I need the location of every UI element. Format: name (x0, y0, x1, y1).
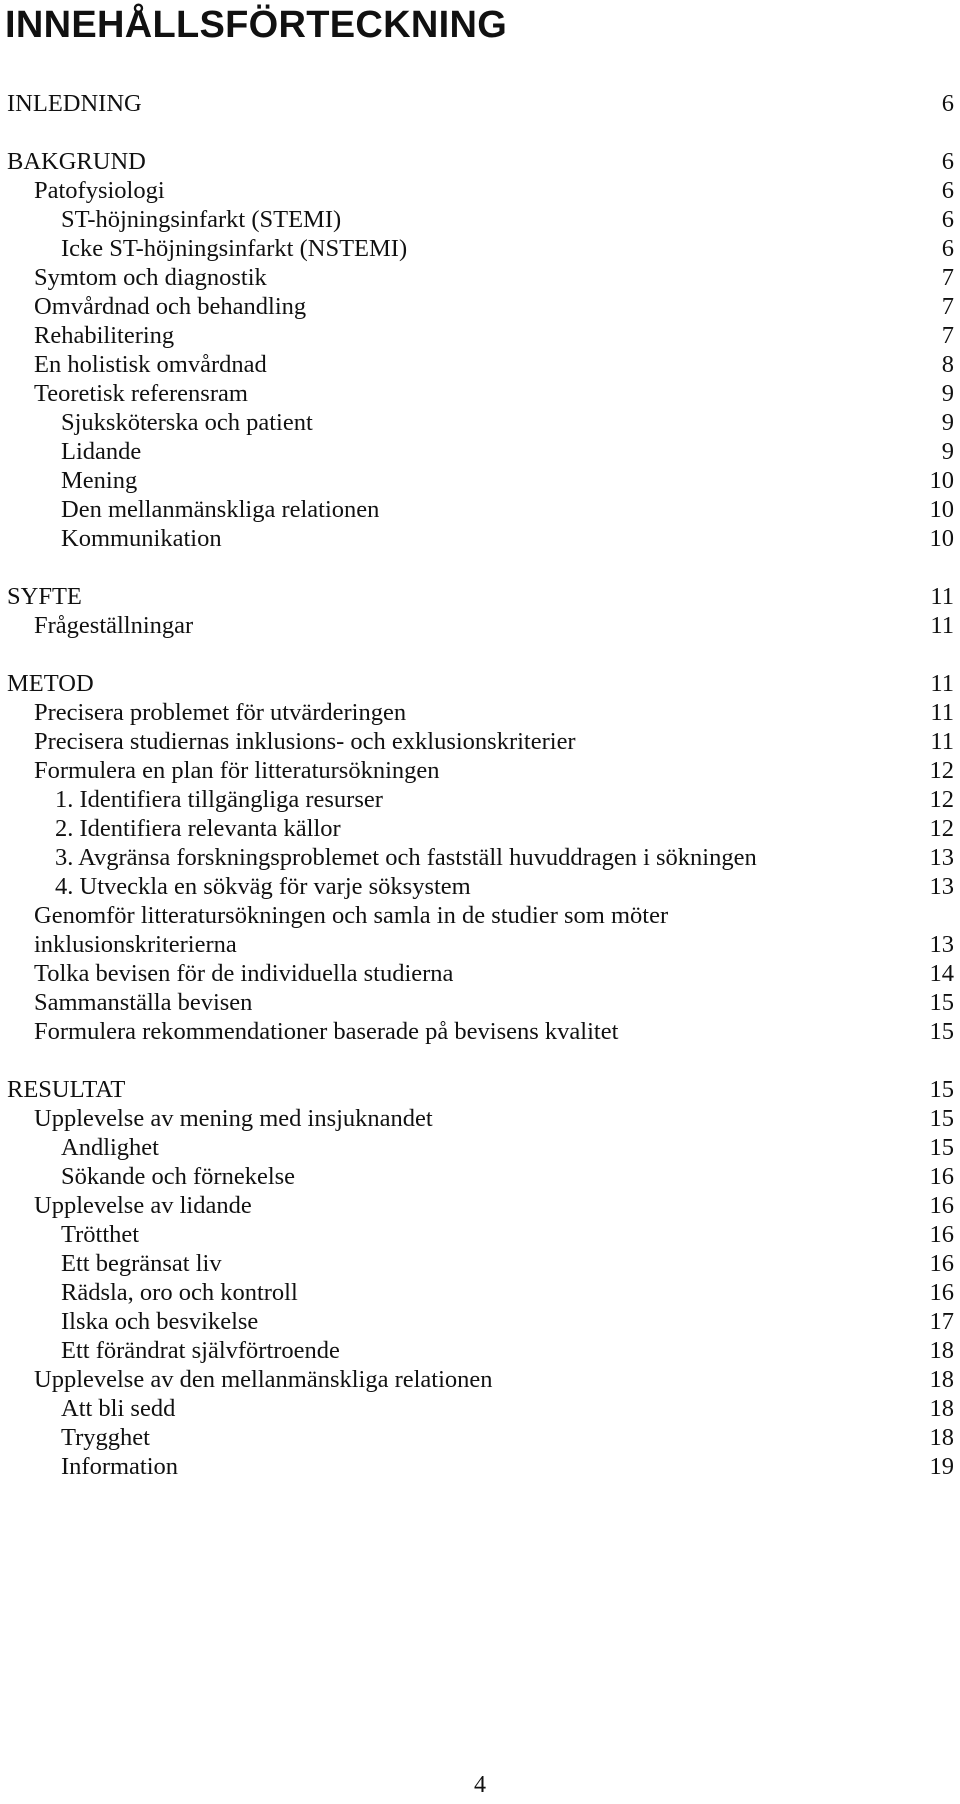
toc-entry-label: 4. Utveckla en sökväg för varje söksystem (55, 873, 471, 900)
page-title: INNEHÅLLSFÖRTECKNING (5, 4, 508, 46)
toc-entry-label: INLEDNING (7, 90, 142, 117)
toc-entry-page: 18 (929, 1395, 954, 1422)
toc-entry-page: 7 (941, 293, 954, 320)
toc-entry-page: 13 (929, 931, 954, 958)
toc-entry-page: 11 (930, 728, 954, 755)
toc-entry-page: 10 (929, 525, 954, 552)
toc-entry-label: 3. Avgränsa forskningsproblemet och fastställ huvuddragen i sökningen (55, 844, 757, 871)
toc-entry-page: 15 (929, 989, 954, 1016)
toc-entry-label: En holistisk omvårdnad (34, 351, 267, 378)
toc-entry-page: 11 (930, 699, 954, 726)
toc-entry-label: Formulera rekommendationer baserade på bevisens kvalitet (34, 1018, 619, 1045)
toc-entry-page: 6 (941, 177, 954, 204)
toc-entry-page: 7 (941, 322, 954, 349)
toc-entry-page: 12 (929, 757, 954, 784)
toc-entry-label: Trygghet (61, 1424, 150, 1451)
toc-entry-label: Kommunikation (61, 525, 222, 552)
toc-entry-label: Rehabilitering (34, 322, 175, 349)
toc-entry-page: 16 (929, 1221, 954, 1248)
toc-entry-page: 11 (930, 583, 954, 610)
toc-entry-page: 9 (941, 409, 954, 436)
toc-entry-page: 15 (929, 1105, 954, 1132)
toc-entry-page: 12 (929, 815, 954, 842)
toc-entry[interactable] (0, 522, 960, 556)
toc-entry-page: 13 (929, 844, 954, 871)
toc-entry-page: 6 (941, 90, 954, 117)
toc-entry-label: Precisera studiernas inklusions- och exklusionskriterier (34, 728, 576, 755)
toc-entry-page: 16 (929, 1250, 954, 1277)
toc-entry-label: Ilska och besvikelse (61, 1308, 259, 1335)
toc-entry-label: Precisera problemet för utvärderingen (34, 699, 407, 726)
toc-entry-page: 16 (929, 1192, 954, 1219)
toc-entry-label: Tolka bevisen för de individuella studierna (34, 960, 454, 987)
toc-entry-page: 9 (941, 438, 954, 465)
toc-entry-page: 15 (929, 1076, 954, 1103)
toc-entry[interactable] (0, 87, 960, 121)
toc-entry-label: Icke ST-höjningsinfarkt (NSTEMI) (61, 235, 408, 262)
toc-entry-page: 18 (929, 1337, 954, 1364)
toc-entry-page: 15 (929, 1018, 954, 1045)
toc-entry-page: 14 (929, 960, 954, 987)
toc-entry-label: inklusionskriterierna (34, 931, 237, 958)
toc-entry-page: 6 (941, 235, 954, 262)
toc-entry-label: BAKGRUND (7, 148, 146, 175)
toc-entry-page: 16 (929, 1279, 954, 1306)
toc-entry-page: 15 (929, 1134, 954, 1161)
toc-entry-page: 19 (929, 1453, 954, 1480)
toc-entry-label: Sammanställa bevisen (34, 989, 253, 1016)
toc-entry-label: Symtom och diagnostik (34, 264, 267, 291)
toc-entry-label: Ett förändrat självförtroende (61, 1337, 340, 1364)
toc-entry-page: 17 (929, 1308, 954, 1335)
toc-entry-page: 7 (941, 264, 954, 291)
toc-entry-page: 8 (941, 351, 954, 378)
toc-entry-label: Rädsla, oro och kontroll (61, 1279, 298, 1306)
toc-entry-label: Upplevelse av lidande (34, 1192, 252, 1219)
toc-entry-label: Upplevelse av den mellanmänskliga relationen (34, 1366, 493, 1393)
toc-entry-page: 6 (941, 206, 954, 233)
toc-entry-label: Den mellanmänskliga relationen (61, 496, 380, 523)
toc-entry-page: 6 (941, 148, 954, 175)
toc-entry-page: 11 (930, 670, 954, 697)
toc-entry-page: 10 (929, 467, 954, 494)
toc-entry-page: 13 (929, 873, 954, 900)
toc-entry-label: Information (61, 1453, 179, 1480)
toc-entry-label: Att bli sedd (61, 1395, 176, 1422)
toc-entry-label: METOD (7, 670, 94, 697)
toc-entry-label: SYFTE (7, 583, 82, 610)
toc-entry-label: Andlighet (61, 1134, 159, 1161)
toc-entry-page: 18 (929, 1366, 954, 1393)
toc-entry-label: Lidande (61, 438, 142, 465)
toc-entry-page: 12 (929, 786, 954, 813)
footer-page-number: 4 (474, 1772, 486, 1798)
toc-entry[interactable] (0, 609, 960, 643)
toc-entry-page: 11 (930, 612, 954, 639)
toc-entry-label: Genomför litteratursökningen och samla in de studier som möter (34, 902, 669, 929)
toc-entry-label: Frågeställningar (34, 612, 194, 639)
toc-entry-label: 1. Identifiera tillgängliga resurser (55, 786, 383, 813)
toc-entry-label: 2. Identifiera relevanta källor (55, 815, 341, 842)
toc-entry-label: Teoretisk referensram (34, 380, 248, 407)
toc-entry-label: RESULTAT (7, 1076, 126, 1103)
toc-entry-page: 10 (929, 496, 954, 523)
toc-entry-label: Trötthet (61, 1221, 140, 1248)
toc-entry[interactable] (0, 1450, 960, 1484)
toc-entry[interactable] (0, 1015, 960, 1049)
toc-entry-page: 18 (929, 1424, 954, 1451)
toc-entry-label: Omvårdnad och behandling (34, 293, 307, 320)
toc-entry-label: Upplevelse av mening med insjuknandet (34, 1105, 433, 1132)
toc-entry-label: Mening (61, 467, 138, 494)
toc-entry-page: 9 (941, 380, 954, 407)
toc-entry-page: 16 (929, 1163, 954, 1190)
toc-entry-label: Sökande och förnekelse (61, 1163, 296, 1190)
toc-entry-label: Formulera en plan för litteratursökningen (34, 757, 440, 784)
toc-entry-label: Patofysiologi (34, 177, 165, 204)
toc-entry-label: ST-höjningsinfarkt (STEMI) (61, 206, 342, 233)
toc-entry-label: Sjuksköterska och patient (61, 409, 313, 436)
toc-entry-label: Ett begränsat liv (61, 1250, 222, 1277)
